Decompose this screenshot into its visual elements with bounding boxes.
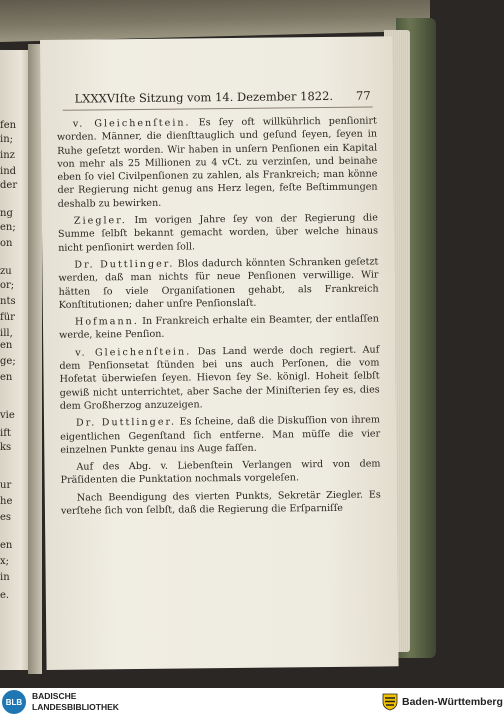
viewer-footer [0, 688, 504, 716]
left-page-fragment: or; [0, 280, 15, 291]
left-page-fragment: ks [0, 442, 12, 453]
speaker-name: Dr. Duttlinger. [75, 416, 177, 429]
left-page-fragment: he [0, 496, 13, 507]
paragraph [59, 313, 379, 343]
left-page-fragment: en [0, 340, 13, 351]
paragraph [60, 458, 380, 488]
right-page [40, 36, 399, 670]
paragraph-text: Auf des Abg. v. Liebenſtein Verlangen wird von dem Präſidenten die Punktation nochmals vorgeleſen. [60, 458, 381, 487]
running-head [75, 89, 371, 106]
paragraph-text: Im vorigen Jahre ſey von der Regierung die Summe ſelbſt bekannt gemacht worden, über welche hinaus nicht penſionirt werden ſoll. [57, 212, 379, 254]
speaker-name: v. Gleichenſtein. [75, 346, 192, 359]
paragraph-text: Es ſcheine, daß die Diskuſſion von ihrem eigentlichen Gegenſtand ſich entferne. Man müſſe die vier einzelnen Punkte genau ins Auge faſſen. [60, 414, 381, 456]
page-number: 77 [355, 88, 371, 103]
left-page-fragment: e. [0, 590, 10, 601]
paragraph [61, 488, 381, 518]
blb-logo-icon[interactable]: BLB [2, 690, 26, 714]
left-page-fragment: ill, [0, 328, 13, 339]
left-page-fragment: x; [0, 556, 10, 567]
left-page-fragment: es [0, 512, 12, 523]
speaker-name: Hofmann. [74, 316, 139, 328]
speaker-name: v. Gleichenſtein. [72, 117, 191, 130]
state-label[interactable]: Baden-Württemberg [402, 696, 503, 708]
book-gutter [28, 44, 42, 674]
paragraph-text: Das Land werde doch regiert. Auf dem Penſionsetat ſtünden bei uns auch Perſonen, die vom Hofetat überwieſen ſeyen. Hievon ſey Se. königl. Hoheit ſelbſt gewiß nicht unterrichtet, aber Sache der Miniſterien ſey es, dies dem Großherzog anzuzeigen. [59, 344, 380, 412]
library-name[interactable] [32, 691, 119, 713]
speaker-name: Ziegler. [73, 215, 127, 227]
left-page-fragment: inz [0, 150, 15, 161]
left-page-fragment: vie [0, 410, 15, 421]
page-body [57, 114, 381, 522]
library-name-line1: BADISCHE [32, 691, 77, 701]
baden-wuerttemberg-crest-icon [382, 693, 398, 711]
left-page-fragment: ift [0, 428, 11, 439]
left-page-fragment: en [0, 372, 13, 383]
library-name-line2: LANDESBIBLIOTHEK [32, 702, 119, 712]
left-page-fragment: on [0, 238, 13, 249]
left-page-fragment: ng [0, 208, 13, 219]
paragraph [57, 114, 378, 210]
paragraph-text: Nach Beendigung des vierten Punkts, Sekretär Ziegler. Es verſtehe ſich von ſelbſt, daß die Regierung die Erſparniſſe [60, 489, 381, 517]
left-page-fragment: in; [0, 134, 14, 145]
left-page-fragment: zu [0, 266, 12, 277]
left-page-fragment: für [0, 312, 15, 323]
left-page-strip [0, 50, 30, 670]
paragraph [58, 212, 378, 255]
left-page-fragment: nts [0, 296, 16, 307]
left-page-fragment: in [0, 572, 10, 583]
paragraph [58, 255, 379, 312]
paragraph-text: Es ſey oft willkührlich penſionirt worden. Männer, die dienſttauglich und geſund ſeyen, ſeyen in Ruhe geſetzt worden. Wir haben in unſern Penſionen ein Kapital von mehr als 25 Millionen zu 4 vCt. zu verzinſen, und beinahe eben ſo viel Civilpenſionen zu zahlen, als Frankreich; man könne der Regierung nicht genug ans Herz legen, feſte Beſtimmungen deshalb zu bewirken. [56, 115, 378, 210]
paragraph [60, 414, 380, 457]
left-page-fragment: fen [0, 120, 17, 131]
paragraph-text: Blos dadurch könnten Schranken geſetzt werden, daß man nichts für neue Penſionen verwillige. Wir hätten ſo viele Organiſationen gehabt, als Frankreich Konſtitutionen; daher unſre Penſionslaſt. [58, 256, 379, 311]
running-head-title: LXXXVIſte Sitzung vom 14. Dezember 1822. [74, 88, 334, 106]
speaker-name: Dr. Duttlinger. [74, 258, 175, 271]
left-page-fragment: ind [0, 166, 17, 177]
header-rule [63, 107, 373, 111]
left-page-fragment: der [0, 180, 18, 191]
left-page-fragment: en; [0, 222, 16, 233]
left-page-fragment: ur [0, 480, 12, 491]
left-page-fragment: en [0, 540, 13, 551]
paragraph-text: In Frankreich erhalte ein Beamter, der entlaſſen werde, keine Penſion. [59, 313, 379, 342]
paragraph [59, 343, 380, 413]
left-page-fragment: ge; [0, 356, 16, 367]
